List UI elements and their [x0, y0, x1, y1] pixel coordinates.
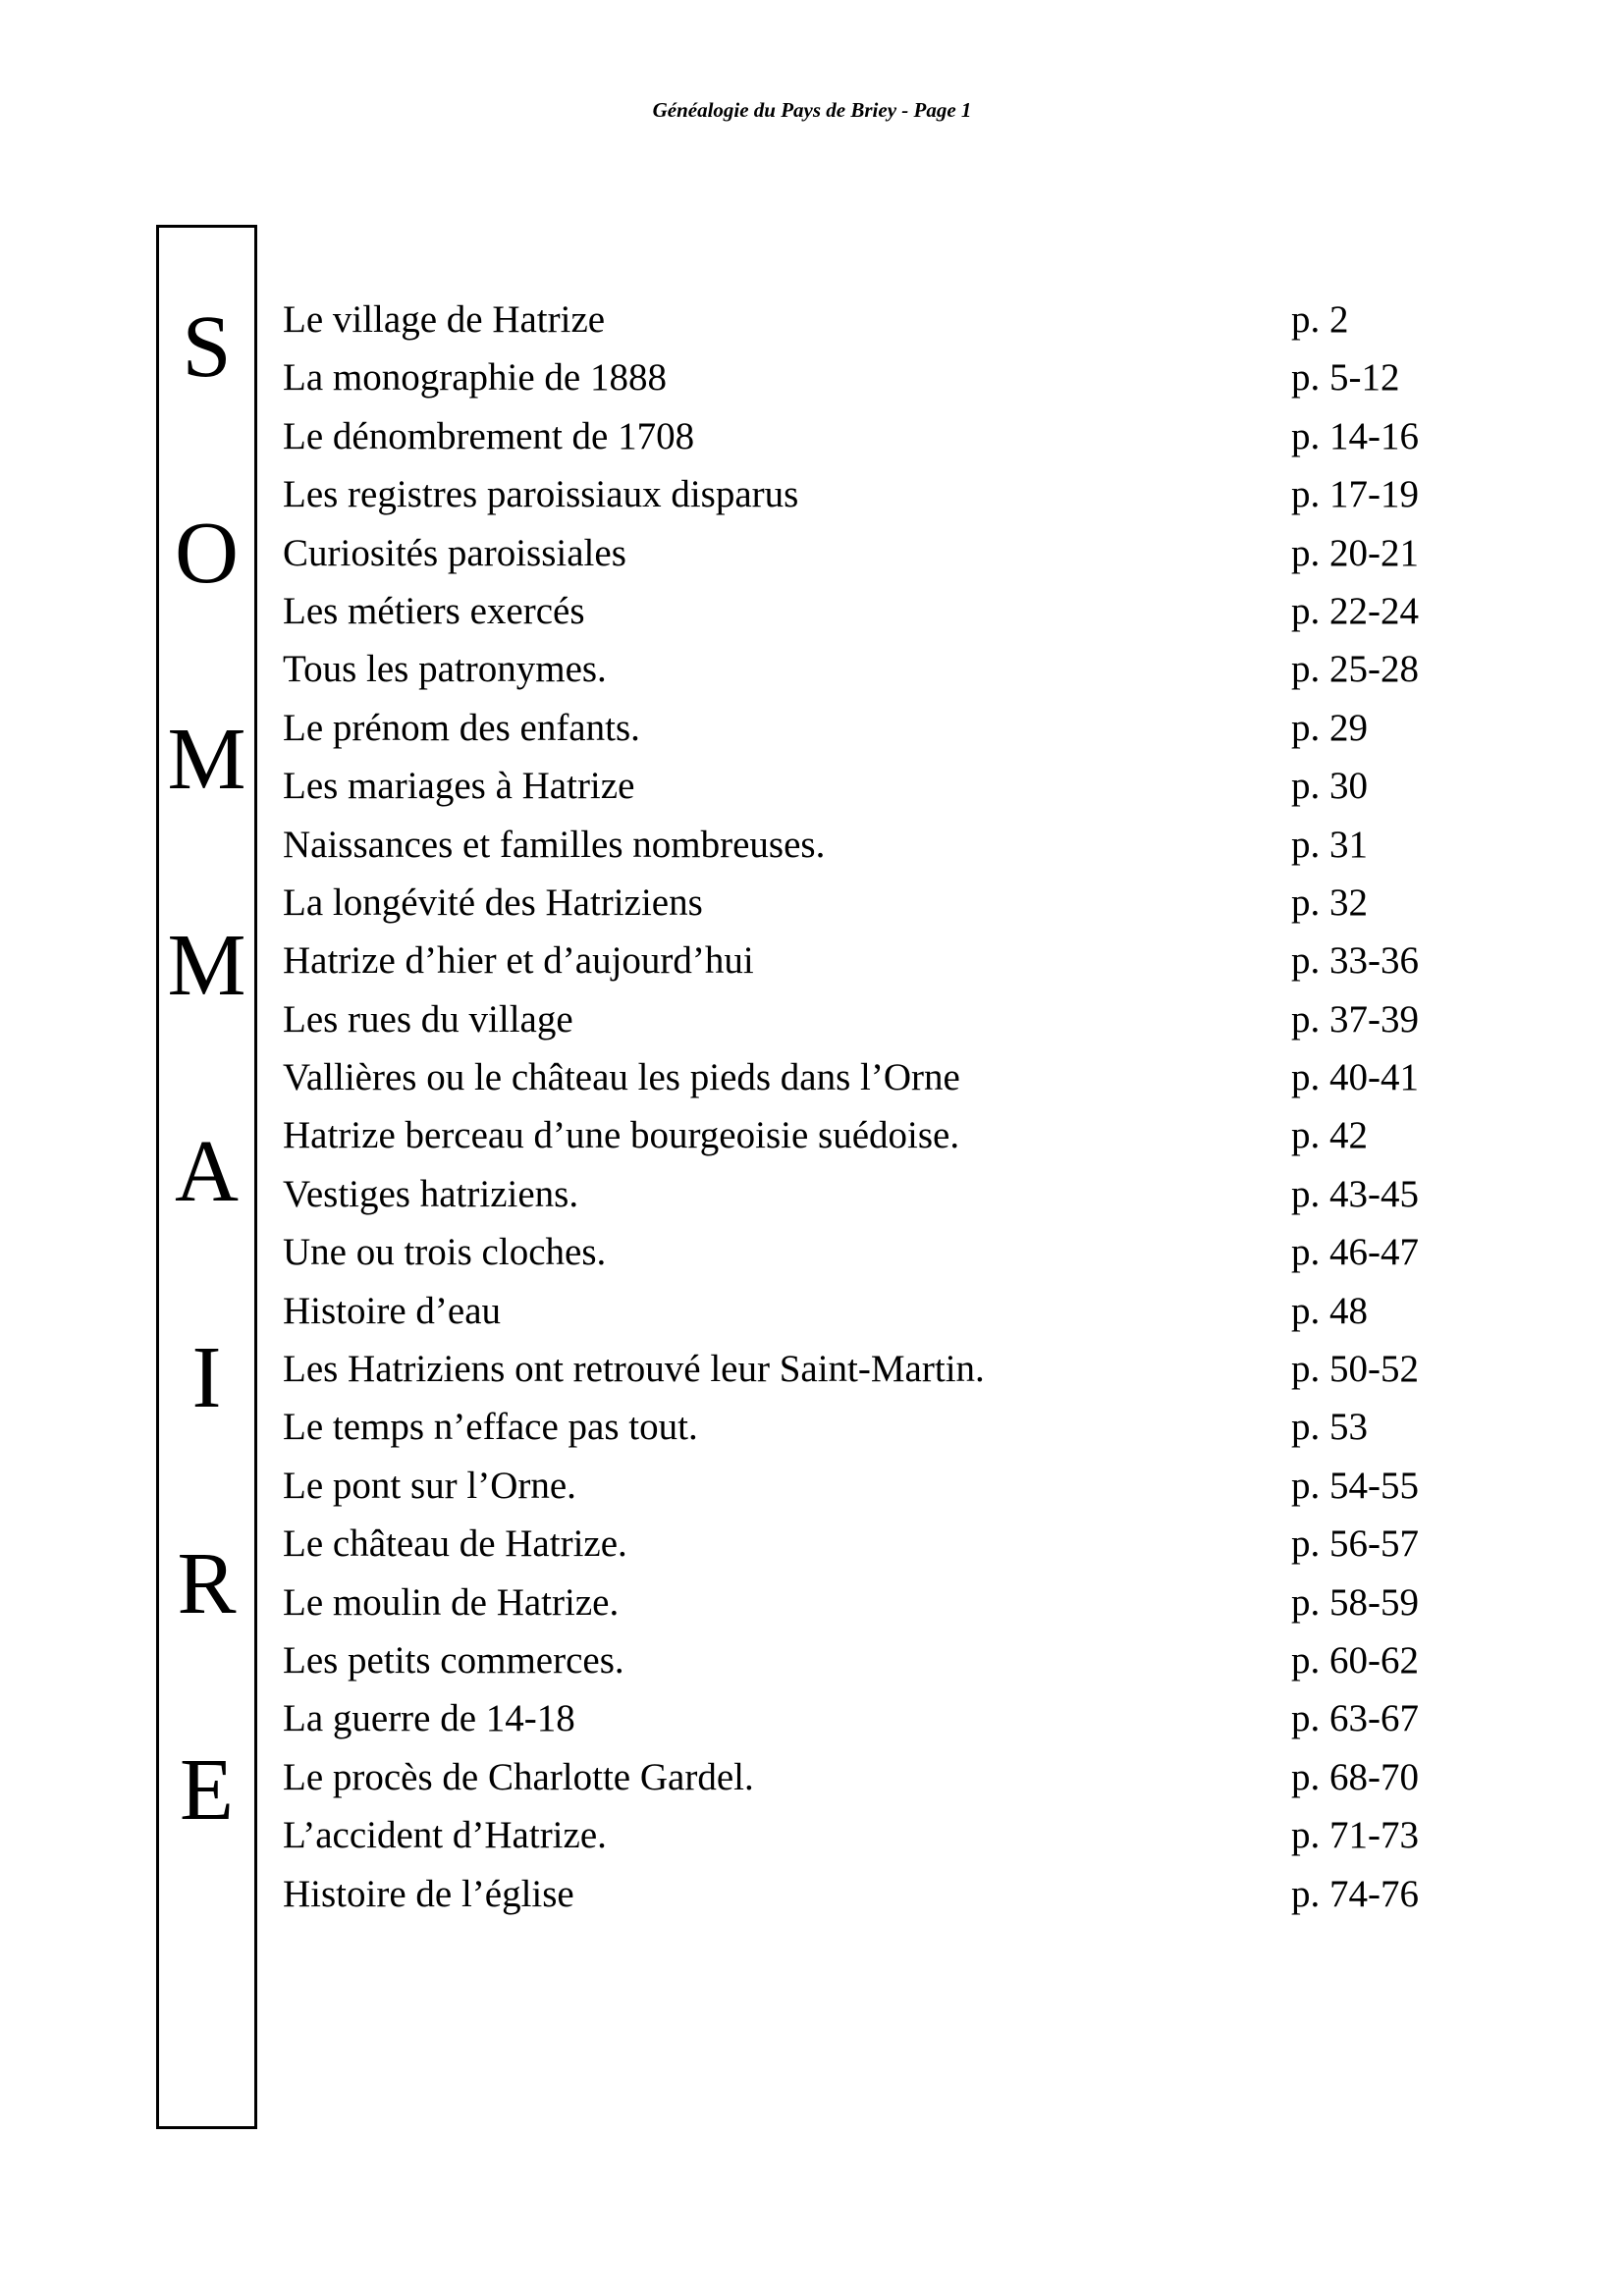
- toc-entry-title: Histoire d’eau: [283, 1289, 502, 1332]
- toc-entry-page: p. 14-16: [1291, 414, 1419, 457]
- toc-entry-page: p. 37-39: [1291, 997, 1419, 1041]
- toc-entry-title: L’accident d’Hatrize.: [283, 1814, 607, 1857]
- toc-entry-page: p. 48: [1291, 1289, 1368, 1332]
- toc-entry-page: p. 46-47: [1291, 1231, 1419, 1274]
- toc-entry-page: p. 54-55: [1291, 1464, 1419, 1507]
- toc-entry: [283, 1457, 1461, 1515]
- toc-entry: [283, 582, 1461, 640]
- toc-entry-page: p. 71-73: [1291, 1814, 1419, 1857]
- toc-entry: [283, 1689, 1461, 1747]
- sommaire-letter: M: [167, 917, 246, 1014]
- toc-entry: [283, 291, 1461, 348]
- toc-entry-title: Hatrize berceau d’une bourgeoisie suédoise.: [283, 1114, 960, 1157]
- toc-entry-title: Le prénom des enfants.: [283, 706, 640, 749]
- toc-entry-page: p. 43-45: [1291, 1172, 1419, 1215]
- toc-entry: [283, 699, 1461, 757]
- toc-entry-page: p. 29: [1291, 706, 1368, 749]
- toc-entry-title: Vestiges hatriziens.: [283, 1172, 579, 1215]
- sommaire-letter: R: [177, 1535, 237, 1632]
- toc-entry-title: Le pont sur l’Orne.: [283, 1464, 576, 1507]
- toc-entry-title: Les métiers exercés: [283, 589, 585, 632]
- toc-entry-page: p. 53: [1291, 1406, 1368, 1449]
- toc-entry-title: Les rues du village: [283, 997, 573, 1041]
- toc-entry: [283, 1165, 1461, 1223]
- toc-entry: [283, 640, 1461, 698]
- toc-entry: [283, 874, 1461, 932]
- toc-entry-title: Les mariages à Hatrize: [283, 765, 635, 808]
- toc-entry: [283, 1048, 1461, 1106]
- toc-entry-page: p. 25-28: [1291, 648, 1419, 691]
- toc-entry-page: p. 56-57: [1291, 1522, 1419, 1566]
- toc-entry-title: Tous les patronymes.: [283, 648, 607, 691]
- toc-entry-title: Les petits commerces.: [283, 1638, 624, 1682]
- toc-entry: [283, 990, 1461, 1048]
- toc-entry-page: p. 40-41: [1291, 1056, 1419, 1099]
- sommaire-vertical-title: [159, 228, 254, 2126]
- toc-entry: [283, 1282, 1461, 1340]
- sommaire-letter: A: [175, 1123, 239, 1220]
- toc-entry-page: p. 30: [1291, 765, 1368, 808]
- toc-entry-page: p. 31: [1291, 823, 1368, 866]
- running-header: Généalogie du Pays de Briey - Page 1: [652, 98, 972, 122]
- table-of-contents: [283, 291, 1461, 1923]
- sommaire-box: [156, 225, 257, 2129]
- toc-entry-title: La monographie de 1888: [283, 356, 667, 400]
- toc-entry-title: Les Hatriziens ont retrouvé leur Saint-Martin.: [283, 1348, 985, 1391]
- toc-entry-page: p. 33-36: [1291, 939, 1419, 983]
- sommaire-letter: E: [180, 1741, 234, 1839]
- toc-entry: [283, 1631, 1461, 1689]
- toc-entry: [283, 1398, 1461, 1456]
- toc-entry-page: p. 32: [1291, 881, 1368, 924]
- toc-entry: [283, 524, 1461, 582]
- toc-entry-title: Curiosités paroissiales: [283, 531, 626, 574]
- toc-entry-page: p. 20-21: [1291, 531, 1419, 574]
- sommaire-letter: M: [167, 711, 246, 808]
- toc-entry-title: Histoire de l’église: [283, 1872, 574, 1915]
- toc-entry: [283, 932, 1461, 989]
- toc-entry: [283, 1223, 1461, 1281]
- toc-entry: [283, 348, 1461, 406]
- toc-entry: [283, 407, 1461, 465]
- toc-entry-title: Le dénombrement de 1708: [283, 414, 695, 457]
- toc-entry-page: p. 17-19: [1291, 473, 1419, 516]
- toc-entry-title: Vallières ou le château les pieds dans l’Orne: [283, 1056, 960, 1099]
- sommaire-letter: S: [182, 298, 232, 396]
- toc-entry: [283, 1748, 1461, 1806]
- toc-entry-page: p. 58-59: [1291, 1580, 1419, 1624]
- toc-entry-title: La longévité des Hatriziens: [283, 881, 703, 924]
- toc-entry-title: Le temps n’efface pas tout.: [283, 1406, 698, 1449]
- sommaire-letter: O: [175, 505, 239, 602]
- toc-entry-page: p. 42: [1291, 1114, 1368, 1157]
- toc-entry: [283, 1106, 1461, 1164]
- toc-entry-title: Le château de Hatrize.: [283, 1522, 627, 1566]
- sommaire-letter: I: [191, 1329, 222, 1426]
- toc-entry-page: p. 22-24: [1291, 589, 1419, 632]
- toc-entry: [283, 1515, 1461, 1573]
- toc-entry: [283, 1340, 1461, 1398]
- toc-entry-title: Le moulin de Hatrize.: [283, 1580, 620, 1624]
- toc-entry-page: p. 2: [1291, 298, 1349, 341]
- toc-entry-page: p. 68-70: [1291, 1755, 1419, 1798]
- toc-entry-page: p. 63-67: [1291, 1697, 1419, 1740]
- toc-entry: [283, 757, 1461, 815]
- toc-entry: [283, 1806, 1461, 1864]
- toc-entry: [283, 465, 1461, 523]
- toc-entry-title: Le village de Hatrize: [283, 298, 606, 341]
- toc-entry-page: p. 5-12: [1291, 356, 1400, 400]
- toc-entry-title: Les registres paroissiaux disparus: [283, 473, 799, 516]
- toc-entry-page: p. 60-62: [1291, 1638, 1419, 1682]
- toc-entry-title: Hatrize d’hier et d’aujourd’hui: [283, 939, 754, 983]
- toc-entry-title: Le procès de Charlotte Gardel.: [283, 1755, 754, 1798]
- toc-entry-page: p. 74-76: [1291, 1872, 1419, 1915]
- toc-entry-title: Naissances et familles nombreuses.: [283, 823, 826, 866]
- toc-entry-title: La guerre de 14-18: [283, 1697, 575, 1740]
- toc-entry: [283, 1574, 1461, 1631]
- toc-entry: [283, 816, 1461, 874]
- toc-entry: [283, 1865, 1461, 1923]
- toc-entry-title: Une ou trois cloches.: [283, 1231, 607, 1274]
- toc-entry-page: p. 50-52: [1291, 1348, 1419, 1391]
